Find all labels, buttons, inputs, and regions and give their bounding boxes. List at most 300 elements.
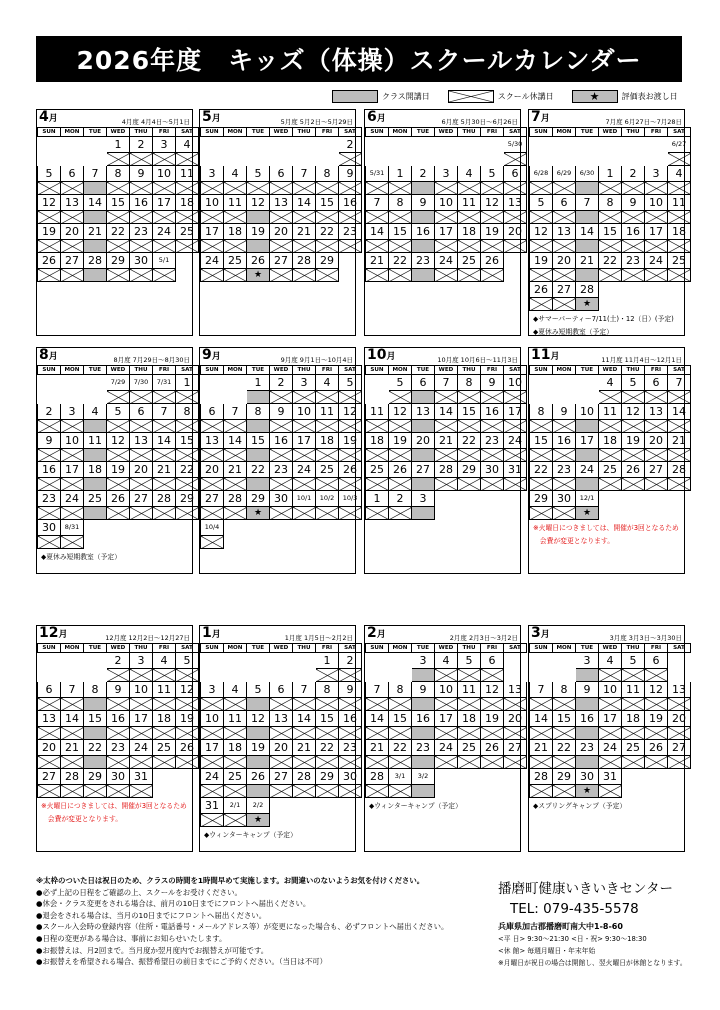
day-cell: 3 bbox=[576, 653, 599, 669]
day-cell: 24 bbox=[61, 491, 84, 507]
day-cell: 29 bbox=[316, 769, 339, 785]
closed-day-mark bbox=[530, 298, 553, 311]
closed-day-mark bbox=[504, 449, 527, 462]
day-cell: 3/1 bbox=[389, 769, 412, 785]
day-cell: 20 bbox=[270, 224, 293, 240]
day-cell: 27 bbox=[504, 740, 527, 756]
day-cell: 15 bbox=[107, 195, 130, 211]
empty-cell bbox=[366, 391, 389, 404]
month-suffix: 月 bbox=[540, 630, 550, 640]
month-suffix: 月 bbox=[211, 114, 221, 124]
day-cell bbox=[270, 798, 293, 814]
class-day-mark bbox=[576, 478, 599, 491]
day-cell bbox=[38, 375, 61, 391]
empty-cell bbox=[622, 153, 645, 166]
closed-day-mark bbox=[389, 698, 412, 711]
day-cell bbox=[481, 137, 504, 153]
weekday-header: THU bbox=[293, 644, 316, 653]
day-cell: 19 bbox=[530, 253, 553, 269]
day-cell: 3 bbox=[293, 375, 316, 391]
month-note: 会費が変更となります。 bbox=[41, 815, 123, 823]
day-cell: 22 bbox=[389, 253, 412, 269]
day-cell: 26 bbox=[38, 253, 61, 269]
closed-day-mark bbox=[458, 420, 481, 433]
day-cell: 7 bbox=[293, 682, 316, 698]
day-cell bbox=[504, 491, 527, 507]
closed-day-mark bbox=[339, 698, 362, 711]
day-cell bbox=[61, 137, 84, 153]
day-cell bbox=[481, 769, 504, 785]
closed-day-mark bbox=[107, 449, 130, 462]
closed-day-mark bbox=[38, 478, 61, 491]
closed-day-mark bbox=[176, 507, 199, 520]
weekday-header: FRI bbox=[316, 366, 339, 375]
closed-day-mark bbox=[481, 449, 504, 462]
day-cell: 6 bbox=[645, 375, 668, 391]
day-cell: 26 bbox=[481, 253, 504, 269]
day-cell: 5 bbox=[458, 653, 481, 669]
empty-cell bbox=[599, 298, 622, 311]
month-number: 11 bbox=[531, 347, 551, 363]
closed-day-mark bbox=[61, 727, 84, 740]
month-header bbox=[529, 110, 684, 127]
day-cell: 17 bbox=[201, 224, 224, 240]
closed-day-mark bbox=[622, 182, 645, 195]
day-cell: 30 bbox=[38, 520, 61, 536]
day-cell bbox=[224, 375, 247, 391]
weekday-header: THU bbox=[293, 366, 316, 375]
day-cell: 26 bbox=[247, 253, 270, 269]
closed-day-mark bbox=[270, 756, 293, 769]
weekday-header: THU bbox=[458, 644, 481, 653]
day-cell: 14 bbox=[84, 195, 107, 211]
closed-day-mark bbox=[435, 182, 458, 195]
day-cell: 9 bbox=[553, 404, 576, 420]
day-cell: 18 bbox=[176, 195, 199, 211]
day-cell: 28 bbox=[366, 769, 389, 785]
day-cell: 16 bbox=[339, 711, 362, 727]
day-cell: 8 bbox=[389, 195, 412, 211]
empty-cell bbox=[366, 153, 389, 166]
day-cell: 18 bbox=[599, 433, 622, 449]
closed-day-mark bbox=[201, 785, 224, 798]
closed-day-mark bbox=[553, 182, 576, 195]
weekday-header: MON bbox=[224, 644, 247, 653]
closed-day-mark bbox=[530, 507, 553, 520]
day-cell: 8 bbox=[553, 682, 576, 698]
closed-day-mark bbox=[389, 269, 412, 282]
empty-cell bbox=[61, 153, 84, 166]
day-cell: 20 bbox=[412, 433, 435, 449]
day-cell: 19 bbox=[622, 433, 645, 449]
closed-day-mark bbox=[504, 756, 527, 769]
closed-day-mark bbox=[61, 449, 84, 462]
day-cell bbox=[366, 375, 389, 391]
day-cell: 14 bbox=[61, 711, 84, 727]
day-cell: 3 bbox=[412, 491, 435, 507]
day-cell: 14 bbox=[530, 711, 553, 727]
closed-day-mark bbox=[645, 182, 668, 195]
day-cell: 1 bbox=[316, 653, 339, 669]
day-cell: 4 bbox=[224, 682, 247, 698]
closed-day-mark bbox=[316, 478, 339, 491]
closed-day-mark bbox=[481, 478, 504, 491]
day-cell: 10 bbox=[130, 682, 153, 698]
empty-cell bbox=[293, 814, 316, 827]
weekday-header: TUE bbox=[247, 644, 270, 653]
class-day-mark bbox=[576, 240, 599, 253]
closed-day-mark bbox=[435, 698, 458, 711]
center-tel: TEL: 079-435-5578 bbox=[510, 901, 639, 917]
weekday-header: FRI bbox=[481, 366, 504, 375]
empty-cell bbox=[622, 785, 645, 798]
closed-day-mark bbox=[107, 727, 130, 740]
day-cell bbox=[576, 137, 599, 153]
closed-day-mark bbox=[599, 478, 622, 491]
day-cell: 18 bbox=[458, 224, 481, 240]
weekday-header: THU bbox=[622, 128, 645, 137]
month-number: 3 bbox=[531, 625, 541, 641]
day-cell: 20 bbox=[201, 462, 224, 478]
legend-gray-swatch bbox=[332, 90, 378, 103]
closed-day-mark bbox=[153, 507, 176, 520]
day-cell bbox=[316, 798, 339, 814]
day-cell: 19 bbox=[107, 462, 130, 478]
day-cell: 7 bbox=[61, 682, 84, 698]
month-name bbox=[367, 110, 386, 127]
weekday-header: TUE bbox=[247, 128, 270, 137]
closed-day-mark bbox=[224, 420, 247, 433]
closed-day-mark bbox=[599, 269, 622, 282]
closed-day-mark bbox=[293, 449, 316, 462]
star-icon: ★ bbox=[247, 507, 270, 520]
day-cell: 5 bbox=[622, 375, 645, 391]
footer-note: ●お振替えを希望される場合、振替希望日の前日までにご予約ください。（当日は不可） bbox=[36, 957, 327, 967]
calendar-grid bbox=[37, 365, 199, 549]
day-cell: 8 bbox=[107, 166, 130, 182]
day-cell: 16 bbox=[412, 711, 435, 727]
day-cell: 12 bbox=[645, 682, 668, 698]
weekday-header: WED bbox=[107, 128, 130, 137]
day-cell: 1 bbox=[599, 166, 622, 182]
class-day-mark bbox=[84, 182, 107, 195]
closed-day-mark bbox=[107, 478, 130, 491]
day-cell: 10 bbox=[645, 195, 668, 211]
empty-cell bbox=[504, 669, 527, 682]
legend bbox=[332, 88, 696, 104]
closed-day-mark bbox=[366, 449, 389, 462]
day-cell: 6 bbox=[645, 653, 668, 669]
day-cell: 15 bbox=[599, 224, 622, 240]
day-cell: 9 bbox=[412, 195, 435, 211]
month-header bbox=[200, 626, 355, 643]
closed-day-mark bbox=[645, 669, 668, 682]
day-cell: 25 bbox=[622, 740, 645, 756]
day-cell: 29 bbox=[458, 462, 481, 478]
closed-day-mark bbox=[107, 182, 130, 195]
empty-cell bbox=[389, 669, 412, 682]
closed-day-mark bbox=[107, 698, 130, 711]
closed-day-mark bbox=[504, 182, 527, 195]
day-cell: 16 bbox=[553, 433, 576, 449]
closed-day-mark bbox=[293, 269, 316, 282]
day-cell: 4 bbox=[435, 653, 458, 669]
day-cell bbox=[270, 520, 293, 536]
empty-cell bbox=[201, 153, 224, 166]
day-cell: 5/30 bbox=[504, 137, 527, 153]
closed-day-mark bbox=[622, 756, 645, 769]
empty-cell bbox=[553, 669, 576, 682]
footer-note: ●必ず上記の日程をご確認の上、スクールをお受けください。 bbox=[36, 887, 242, 897]
weekday-header: WED bbox=[435, 644, 458, 653]
closed-day-mark bbox=[224, 240, 247, 253]
day-cell: 18 bbox=[366, 433, 389, 449]
weekday-header: TUE bbox=[84, 366, 107, 375]
day-cell: 7/31 bbox=[153, 375, 176, 391]
day-cell: 23 bbox=[481, 433, 504, 449]
closed-day-mark bbox=[435, 478, 458, 491]
month-name bbox=[39, 348, 58, 365]
day-cell: 28 bbox=[576, 282, 599, 298]
closed-day-mark bbox=[389, 240, 412, 253]
closed-day-mark bbox=[61, 478, 84, 491]
day-cell: 25 bbox=[153, 740, 176, 756]
closed-day-mark bbox=[176, 756, 199, 769]
day-cell: 11 bbox=[366, 404, 389, 420]
day-cell: 25 bbox=[224, 769, 247, 785]
day-cell bbox=[435, 769, 458, 785]
closed-day-mark bbox=[316, 727, 339, 740]
month-range: 11月度 11月4日～12月1日 bbox=[601, 356, 682, 364]
day-cell: 10 bbox=[576, 404, 599, 420]
month-note: ◆サマーパーティー7/11(土)・12（日）(予定) bbox=[533, 315, 674, 323]
weekday-header: TUE bbox=[84, 644, 107, 653]
day-cell: 30 bbox=[576, 769, 599, 785]
month-header bbox=[529, 348, 684, 365]
day-cell: 21 bbox=[668, 433, 691, 449]
class-day-mark bbox=[412, 420, 435, 433]
closed-day-mark bbox=[130, 182, 153, 195]
class-day-mark bbox=[576, 211, 599, 224]
day-cell: 8 bbox=[389, 682, 412, 698]
weekday-header: TUE bbox=[576, 128, 599, 137]
day-cell: 29 bbox=[176, 491, 199, 507]
closed-day-mark bbox=[366, 507, 389, 520]
day-cell: 30 bbox=[130, 253, 153, 269]
weekday-header: SUN bbox=[201, 128, 224, 137]
weekday-header: THU bbox=[130, 644, 153, 653]
class-day-mark bbox=[412, 478, 435, 491]
closed-day-mark bbox=[668, 727, 691, 740]
closed-day-mark bbox=[339, 756, 362, 769]
day-cell: 11 bbox=[224, 195, 247, 211]
calendar-grid bbox=[37, 127, 199, 282]
day-cell: 28 bbox=[224, 491, 247, 507]
day-cell: 3/2 bbox=[412, 769, 435, 785]
day-cell bbox=[176, 253, 199, 269]
closed-day-mark bbox=[153, 478, 176, 491]
month-range: 8月度 7月29日～8月30日 bbox=[113, 356, 190, 364]
day-cell: 16 bbox=[576, 711, 599, 727]
day-cell bbox=[270, 137, 293, 153]
day-cell: 10 bbox=[201, 195, 224, 211]
weekday-header: SUN bbox=[366, 644, 389, 653]
empty-cell bbox=[293, 669, 316, 682]
day-cell: 2 bbox=[270, 375, 293, 391]
day-cell: 20 bbox=[504, 711, 527, 727]
day-cell: 17 bbox=[61, 462, 84, 478]
calendar-grid bbox=[529, 643, 691, 798]
weekday-header: WED bbox=[435, 366, 458, 375]
weekday-header: FRI bbox=[153, 644, 176, 653]
footer-note: ●お振替えは、月2回まで。当月度か翌月度内でお振替えが可能です。 bbox=[36, 945, 269, 955]
day-cell: 25 bbox=[176, 224, 199, 240]
empty-cell bbox=[247, 536, 270, 549]
closed-day-mark bbox=[61, 507, 84, 520]
day-cell: 3 bbox=[412, 653, 435, 669]
day-cell: 13 bbox=[553, 224, 576, 240]
closed-day-mark bbox=[130, 240, 153, 253]
month-number: 1 bbox=[202, 625, 212, 641]
closed-day-mark bbox=[435, 211, 458, 224]
weekday-header: FRI bbox=[153, 128, 176, 137]
closed-day-mark bbox=[316, 182, 339, 195]
day-cell: 18 bbox=[224, 224, 247, 240]
closed-day-mark bbox=[553, 298, 576, 311]
weekday-header: TUE bbox=[576, 644, 599, 653]
closed-day-mark bbox=[176, 211, 199, 224]
month-name bbox=[531, 626, 550, 643]
weekday-header: MON bbox=[389, 128, 412, 137]
day-cell bbox=[389, 137, 412, 153]
day-cell: 17 bbox=[153, 195, 176, 211]
day-cell: 18 bbox=[153, 711, 176, 727]
day-cell: 23 bbox=[412, 253, 435, 269]
day-cell: 7 bbox=[224, 404, 247, 420]
day-cell: 2/1 bbox=[224, 798, 247, 814]
closed-day-mark bbox=[458, 756, 481, 769]
star-icon: ★ bbox=[572, 90, 618, 103]
day-cell: 18 bbox=[668, 224, 691, 240]
day-cell: 19 bbox=[481, 711, 504, 727]
closed-day-mark bbox=[316, 240, 339, 253]
day-cell: 8 bbox=[599, 195, 622, 211]
month-range: 4月度 4月4日～5月1日 bbox=[121, 118, 190, 126]
day-cell bbox=[224, 137, 247, 153]
empty-cell bbox=[224, 669, 247, 682]
closed-day-mark bbox=[270, 478, 293, 491]
closed-day-mark bbox=[481, 211, 504, 224]
day-cell: 12 bbox=[247, 195, 270, 211]
closed-day-mark bbox=[645, 756, 668, 769]
weekday-header: MON bbox=[389, 644, 412, 653]
empty-cell bbox=[84, 536, 107, 549]
empty-cell bbox=[458, 153, 481, 166]
closed-day-mark bbox=[201, 698, 224, 711]
weekday-header: MON bbox=[224, 128, 247, 137]
day-cell: 8 bbox=[316, 682, 339, 698]
day-cell: 3 bbox=[201, 682, 224, 698]
closed-day-mark bbox=[668, 449, 691, 462]
closed-day-mark bbox=[38, 507, 61, 520]
day-cell bbox=[458, 137, 481, 153]
month-note: ◆ウィンターキャンプ（予定） bbox=[369, 802, 462, 810]
day-cell: 2 bbox=[130, 137, 153, 153]
day-cell bbox=[645, 282, 668, 298]
closed-day-mark bbox=[389, 420, 412, 433]
empty-cell bbox=[224, 536, 247, 549]
closed-day-mark bbox=[599, 698, 622, 711]
closed-day-mark bbox=[339, 182, 362, 195]
day-cell: 30 bbox=[339, 769, 362, 785]
closed-day-mark bbox=[130, 449, 153, 462]
day-cell: 10/2 bbox=[316, 491, 339, 507]
day-cell bbox=[622, 282, 645, 298]
class-day-mark bbox=[247, 785, 270, 798]
closed-day-mark bbox=[38, 536, 61, 549]
class-day-mark bbox=[247, 698, 270, 711]
closed-day-mark bbox=[622, 669, 645, 682]
weekday-header: MON bbox=[224, 366, 247, 375]
month-range: 10月度 10月6日～11月3日 bbox=[437, 356, 518, 364]
weekday-header: SUN bbox=[530, 128, 553, 137]
day-cell: 7/29 bbox=[107, 375, 130, 391]
day-cell: 29 bbox=[84, 769, 107, 785]
day-cell: 14 bbox=[366, 711, 389, 727]
month-calendar bbox=[528, 109, 685, 336]
empty-cell bbox=[153, 536, 176, 549]
empty-cell bbox=[366, 669, 389, 682]
closed-day-mark bbox=[458, 727, 481, 740]
day-cell: 7 bbox=[530, 682, 553, 698]
day-cell: 22 bbox=[84, 740, 107, 756]
day-cell: 19 bbox=[645, 711, 668, 727]
weekday-header: WED bbox=[107, 644, 130, 653]
weekday-header: SUN bbox=[366, 366, 389, 375]
empty-cell bbox=[176, 269, 199, 282]
day-cell: 27 bbox=[38, 769, 61, 785]
day-cell: 31 bbox=[504, 462, 527, 478]
weekday-header: WED bbox=[270, 366, 293, 375]
class-day-mark bbox=[84, 727, 107, 740]
day-cell: 6/29 bbox=[553, 166, 576, 182]
closed-day-mark bbox=[293, 478, 316, 491]
empty-cell bbox=[504, 269, 527, 282]
empty-cell bbox=[176, 785, 199, 798]
day-cell: 4 bbox=[599, 375, 622, 391]
weekday-header: SAT bbox=[176, 366, 199, 375]
closed-day-mark bbox=[622, 478, 645, 491]
day-cell: 10 bbox=[201, 711, 224, 727]
day-cell: 9 bbox=[339, 166, 362, 182]
day-cell bbox=[201, 137, 224, 153]
closed-day-mark bbox=[553, 756, 576, 769]
closed-day-mark bbox=[316, 449, 339, 462]
closed-day-mark bbox=[38, 420, 61, 433]
month-number: 8 bbox=[39, 347, 49, 363]
day-cell: 17 bbox=[435, 224, 458, 240]
closed-day-mark bbox=[61, 420, 84, 433]
month-number: 12 bbox=[39, 625, 59, 641]
weekday-header: SUN bbox=[201, 366, 224, 375]
closed-day-mark bbox=[201, 449, 224, 462]
closed-day-mark bbox=[316, 698, 339, 711]
closed-day-mark bbox=[622, 727, 645, 740]
empty-cell bbox=[61, 391, 84, 404]
closed-day-mark bbox=[107, 669, 130, 682]
day-cell bbox=[599, 282, 622, 298]
closed-day-mark bbox=[530, 269, 553, 282]
